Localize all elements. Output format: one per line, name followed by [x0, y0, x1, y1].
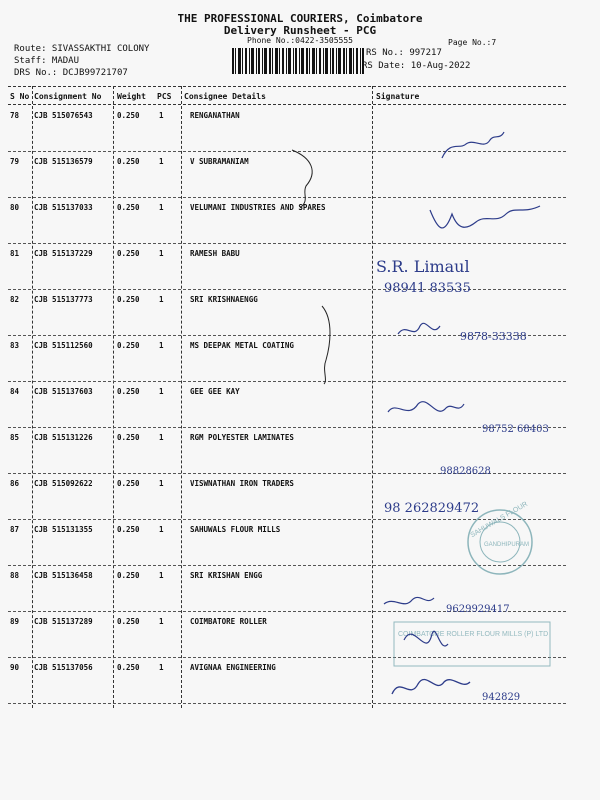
- row-sno: 88: [10, 571, 20, 580]
- row-consignment: CJB 515137056: [34, 663, 93, 672]
- row-weight: 0.250: [117, 525, 140, 534]
- svg-text:COIMBATORE ROLLER FLOUR MILLS: COIMBATORE ROLLER FLOUR MILLS (P) LTD: [398, 631, 549, 638]
- handwritten-phone: 942829: [482, 692, 521, 703]
- row-sno: 83: [10, 341, 20, 350]
- row-weight: 0.250: [117, 571, 140, 580]
- row-sno: 89: [10, 617, 20, 626]
- row-consignment: CJB 515137229: [34, 249, 93, 258]
- row-consignee: SRI KRISHAN ENGG: [190, 571, 263, 580]
- handwritten-phone: 98941 83535: [384, 281, 471, 296]
- page-number: Page No.:7: [448, 38, 497, 47]
- row-consignment: CJB 515131226: [34, 433, 93, 442]
- row-consignment: CJB 515137773: [34, 295, 93, 304]
- row-pcs: 1: [159, 341, 164, 350]
- row-weight: 0.250: [117, 617, 140, 626]
- row-consignee: RENGANATHAN: [190, 111, 240, 120]
- row-divider: [8, 703, 566, 704]
- row-sno: 87: [10, 525, 20, 534]
- row-weight: 0.250: [117, 433, 140, 442]
- row-consignee: COIMBATORE ROLLER: [190, 617, 267, 626]
- row-sno: 80: [10, 203, 20, 212]
- sheet-subtitle: Delivery Runsheet - PCG: [223, 24, 377, 37]
- row-consignee: VELUMANI INDUSTRIES AND SPARES: [190, 203, 326, 212]
- table-row: [0, 520, 600, 566]
- row-pcs: 1: [159, 433, 164, 442]
- row-consignment: CJB 515136579: [34, 157, 93, 166]
- table-row: [0, 658, 600, 704]
- row-weight: 0.250: [117, 157, 140, 166]
- row-weight: 0.250: [117, 341, 140, 350]
- row-weight: 0.250: [117, 479, 140, 488]
- row-consignment: CJB 515092622: [34, 479, 93, 488]
- row-sno: 82: [10, 295, 20, 304]
- row-weight: 0.250: [117, 203, 140, 212]
- row-pcs: 1: [159, 249, 164, 258]
- svg-text:GANDHIPURAM: GANDHIPURAM: [484, 542, 530, 548]
- row-pcs: 1: [159, 571, 164, 580]
- row-sno: 78: [10, 111, 20, 120]
- handwritten-phone: 98752 68403: [482, 424, 549, 435]
- route-label: Route: SIVASSAKTHI COLONY: [14, 44, 150, 54]
- row-weight: 0.250: [117, 387, 140, 396]
- barcode: [232, 48, 364, 74]
- svg-text:SAHUWALS FLOUR: SAHUWALS FLOUR: [469, 500, 529, 540]
- row-pcs: 1: [159, 295, 164, 304]
- row-consignee: RGM POLYESTER LAMINATES: [190, 433, 294, 442]
- handwritten-phone: 9878-33338: [460, 330, 527, 343]
- table-row: [0, 244, 600, 290]
- row-sno: 81: [10, 249, 20, 258]
- phone-number: Phone No.:0422-3505555: [247, 36, 353, 45]
- header-bottom-rule: [8, 104, 566, 105]
- row-weight: 0.250: [117, 249, 140, 258]
- handwritten-name: S.R. Limaul: [376, 257, 470, 276]
- row-sno: 84: [10, 387, 20, 396]
- table-row: [0, 198, 600, 244]
- table-row: [0, 566, 600, 612]
- header-top-rule: [8, 86, 566, 87]
- table-row: [0, 428, 600, 474]
- rs-number: RS No.: 997217: [366, 48, 442, 58]
- rs-date: RS Date: 10-Aug-2022: [362, 61, 471, 71]
- row-sno: 79: [10, 157, 20, 166]
- col-header-pcs: PCS: [157, 92, 172, 101]
- handwritten-phone: 9629929417: [446, 604, 510, 615]
- row-consignee: VISWNATHAN IRON TRADERS: [190, 479, 294, 488]
- staff-label: Staff: MADAU: [14, 56, 80, 66]
- row-pcs: 1: [159, 617, 164, 626]
- row-consignment: CJB 515137289: [34, 617, 93, 626]
- row-sno: 85: [10, 433, 20, 442]
- row-sno: 90: [10, 663, 20, 672]
- row-consignee: SRI KRISHNAENGG: [190, 295, 258, 304]
- drs-number: DRS No.: DCJB99721707: [14, 68, 128, 78]
- row-sno: 86: [10, 479, 20, 488]
- row-pcs: 1: [159, 663, 164, 672]
- row-consignment: CJB 515137033: [34, 203, 93, 212]
- handwritten-phone: 98828628: [440, 466, 491, 477]
- row-pcs: 1: [159, 203, 164, 212]
- row-weight: 0.250: [117, 295, 140, 304]
- row-pcs: 1: [159, 525, 164, 534]
- table-row: [0, 106, 600, 152]
- row-consignment: CJB 515076543: [34, 111, 93, 120]
- row-pcs: 1: [159, 111, 164, 120]
- row-consignment: CJB 515136458: [34, 571, 93, 580]
- col-header-consignment: Consignment No: [34, 92, 102, 101]
- row-consignee: AVIGNAA ENGINEERING: [190, 663, 276, 672]
- col-header-weight: Weight: [117, 92, 146, 101]
- col-header-signature: Signature: [376, 92, 420, 101]
- table-row: [0, 290, 600, 336]
- handwritten-phone: 98 262829472: [384, 501, 480, 516]
- table-row: [0, 382, 600, 428]
- row-pcs: 1: [159, 157, 164, 166]
- row-weight: 0.250: [117, 111, 140, 120]
- col-header-sno: S No: [10, 92, 30, 101]
- table-row: [0, 336, 600, 382]
- row-pcs: 1: [159, 479, 164, 488]
- row-consignment: CJB 515137603: [34, 387, 93, 396]
- row-weight: 0.250: [117, 663, 140, 672]
- row-consignee: SAHUWALS FLOUR MILLS: [190, 525, 281, 534]
- col-header-consignee: Consignee Details: [184, 92, 266, 101]
- row-pcs: 1: [159, 387, 164, 396]
- row-consignee: MS DEEPAK METAL COATING: [190, 341, 294, 350]
- company-title: THE PROFESSIONAL COURIERS, Coimbatore: [177, 12, 423, 25]
- table-row: [0, 612, 600, 658]
- row-consignment: CJB 515112560: [34, 341, 93, 350]
- row-consignee: RAMESH BABU: [190, 249, 240, 258]
- row-consignee: V SUBRAMANIAM: [190, 157, 249, 166]
- row-consignee: GEE GEE KAY: [190, 387, 240, 396]
- table-row: [0, 152, 600, 198]
- row-consignment: CJB 515131355: [34, 525, 93, 534]
- table-row: [0, 474, 600, 520]
